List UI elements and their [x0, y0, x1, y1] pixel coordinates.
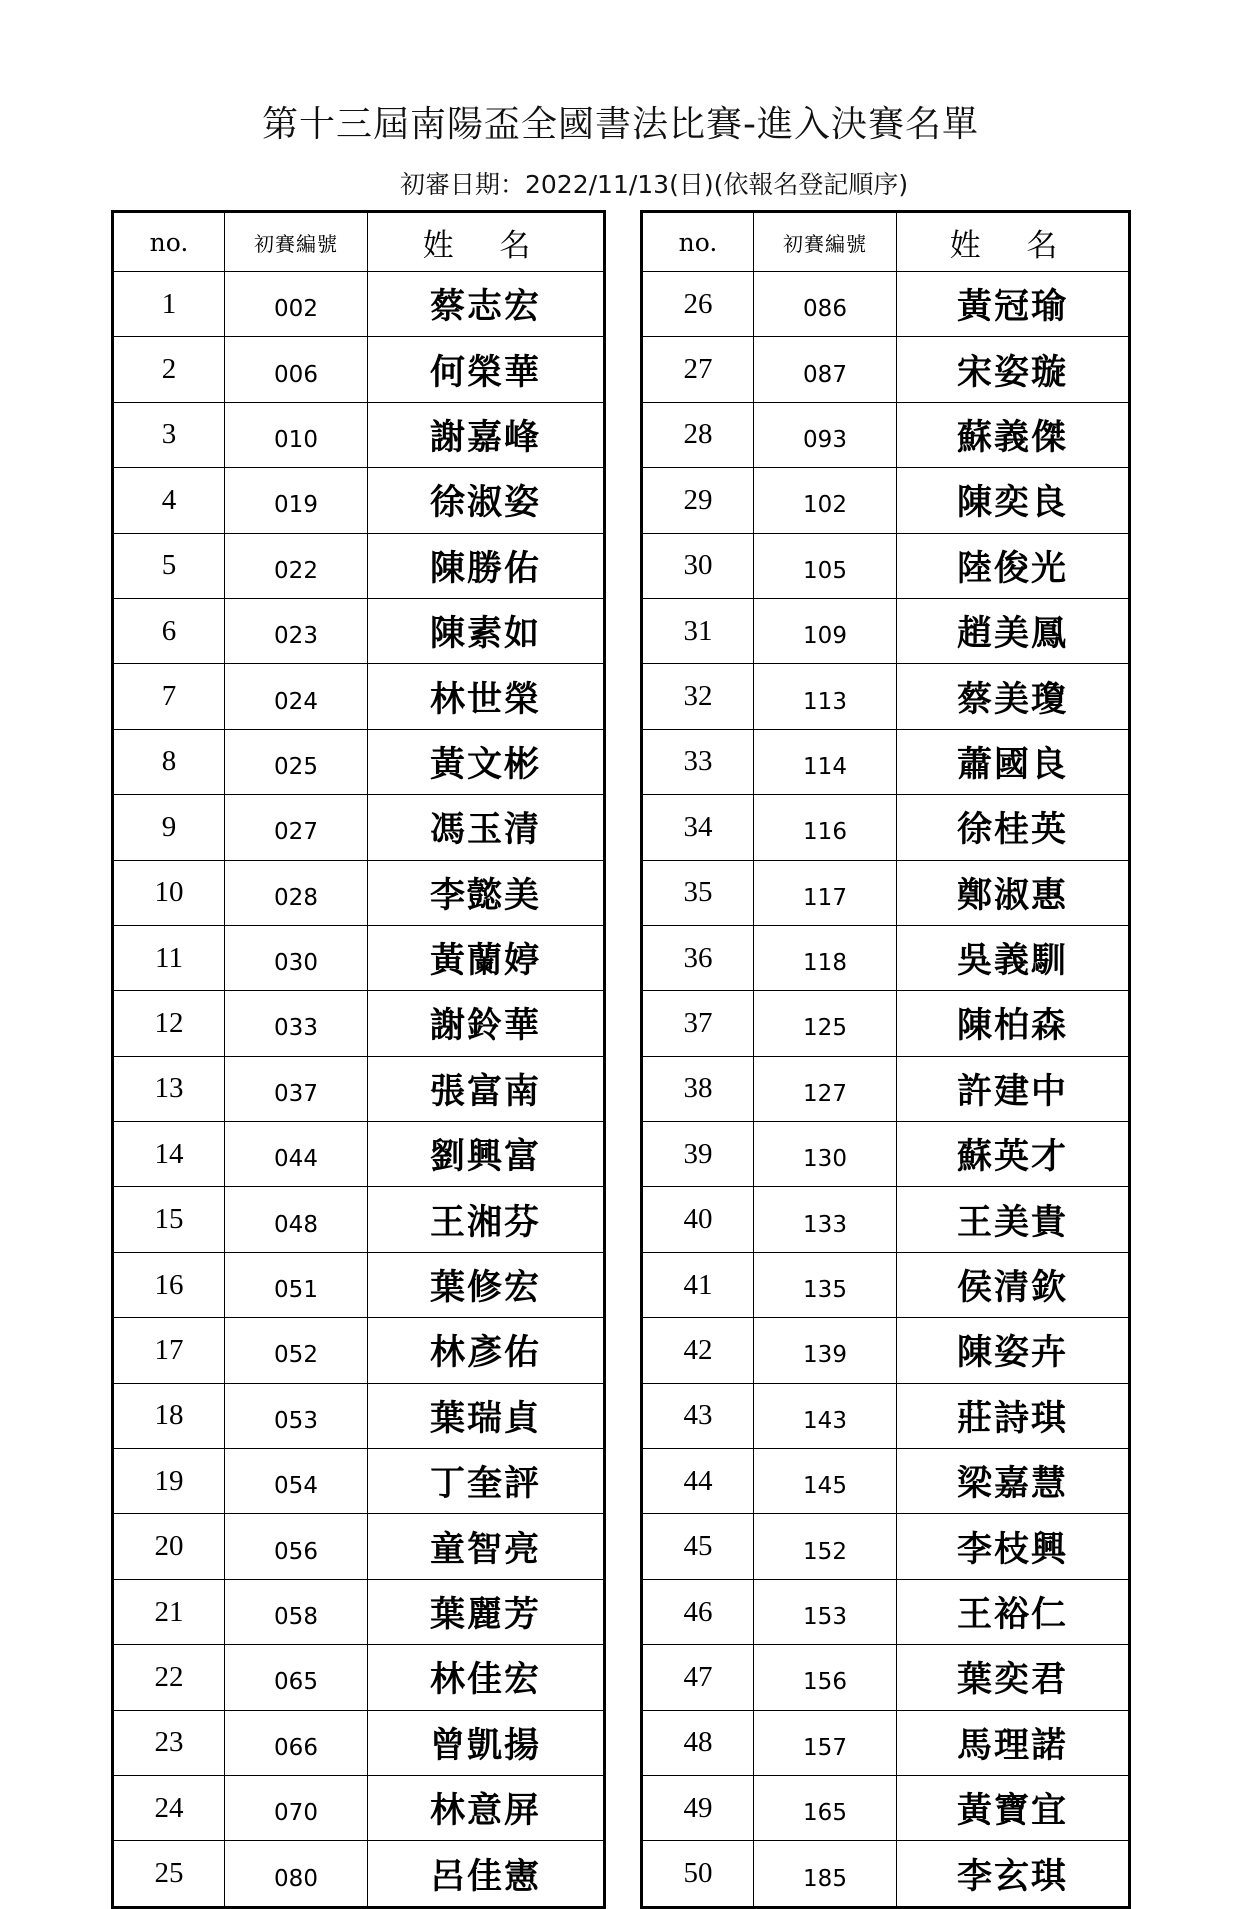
table-row: [642, 795, 1130, 860]
table-row: [113, 1318, 605, 1383]
row-name: 蘇義傑: [897, 402, 1130, 467]
row-name: 王美貴: [897, 1187, 1130, 1252]
row-code: 030: [225, 925, 368, 990]
row-code: 109: [754, 598, 897, 663]
row-name: 鄭淑惠: [897, 860, 1130, 925]
table-row: [642, 1514, 1130, 1579]
row-code: 022: [225, 533, 368, 598]
table-row: [642, 1122, 1130, 1187]
row-no: 2: [113, 337, 225, 402]
table-row: [113, 272, 605, 337]
table-row: [642, 1645, 1130, 1710]
row-no: 25: [113, 1841, 225, 1907]
row-name: 黃冠瑜: [897, 272, 1130, 337]
row-name: 林世榮: [368, 664, 605, 729]
row-no: 41: [642, 1252, 754, 1317]
row-code: 116: [754, 795, 897, 860]
row-no: 4: [113, 468, 225, 533]
row-code: 027: [225, 795, 368, 860]
row-no: 32: [642, 664, 754, 729]
row-name: 劉興富: [368, 1122, 605, 1187]
table-row: [113, 1252, 605, 1317]
row-name: 莊詩琪: [897, 1383, 1130, 1448]
table-row: [113, 664, 605, 729]
row-no: 9: [113, 795, 225, 860]
row-code: 156: [754, 1645, 897, 1710]
row-name: 李玄琪: [897, 1841, 1130, 1907]
row-name: 曾凱揚: [368, 1710, 605, 1775]
row-code: 105: [754, 533, 897, 598]
row-no: 29: [642, 468, 754, 533]
row-name: 葉麗芳: [368, 1579, 605, 1644]
row-no: 34: [642, 795, 754, 860]
table-row: [642, 468, 1130, 533]
row-no: 38: [642, 1056, 754, 1121]
table-row: [642, 991, 1130, 1056]
header-no: no.: [642, 212, 754, 272]
row-no: 46: [642, 1579, 754, 1644]
row-no: 37: [642, 991, 754, 1056]
row-code: 033: [225, 991, 368, 1056]
row-code: 028: [225, 860, 368, 925]
table-row: [642, 1056, 1130, 1121]
finalist-table-left: [111, 210, 606, 1909]
row-code: 143: [754, 1383, 897, 1448]
row-name: 陳奕良: [897, 468, 1130, 533]
table-row: [642, 533, 1130, 598]
row-code: 065: [225, 1645, 368, 1710]
row-code: 135: [754, 1252, 897, 1317]
row-name: 林佳宏: [368, 1645, 605, 1710]
row-name: 丁奎評: [368, 1449, 605, 1514]
row-name: 侯清欽: [897, 1252, 1130, 1317]
finalist-table-right: [640, 210, 1131, 1909]
row-code: 053: [225, 1383, 368, 1448]
row-no: 33: [642, 729, 754, 794]
table-row: [113, 1514, 605, 1579]
row-no: 17: [113, 1318, 225, 1383]
table-row: [113, 1056, 605, 1121]
table-row: [113, 925, 605, 990]
row-code: 052: [225, 1318, 368, 1383]
row-no: 43: [642, 1383, 754, 1448]
row-code: 165: [754, 1775, 897, 1840]
row-no: 8: [113, 729, 225, 794]
table-row: [113, 402, 605, 467]
row-name: 黃文彬: [368, 729, 605, 794]
row-code: 037: [225, 1056, 368, 1121]
table-row: [113, 991, 605, 1056]
row-no: 6: [113, 598, 225, 663]
table-row: [642, 1710, 1130, 1775]
table-row: [113, 1841, 605, 1907]
row-no: 30: [642, 533, 754, 598]
row-no: 24: [113, 1775, 225, 1840]
row-code: 145: [754, 1449, 897, 1514]
row-code: 019: [225, 468, 368, 533]
row-no: 10: [113, 860, 225, 925]
row-name: 林彥佑: [368, 1318, 605, 1383]
table-row: [642, 1449, 1130, 1514]
header-name: 姓 名: [368, 212, 605, 272]
row-no: 50: [642, 1841, 754, 1907]
row-code: 058: [225, 1579, 368, 1644]
header-name: 姓 名: [897, 212, 1130, 272]
table-row: [113, 1449, 605, 1514]
row-code: 130: [754, 1122, 897, 1187]
row-code: 102: [754, 468, 897, 533]
row-code: 093: [754, 402, 897, 467]
page-title: 第十三屆南陽盃全國書法比賽-進入決賽名單: [262, 104, 979, 145]
header-code: 初賽編號: [754, 212, 897, 272]
row-name: 蘇英才: [897, 1122, 1130, 1187]
table-row: [642, 1579, 1130, 1644]
table-row: [113, 598, 605, 663]
row-name: 李懿美: [368, 860, 605, 925]
row-name: 呂佳憲: [368, 1841, 605, 1907]
row-name: 吳義馴: [897, 925, 1130, 990]
row-no: 22: [113, 1645, 225, 1710]
table-row: [113, 468, 605, 533]
row-code: 185: [754, 1841, 897, 1907]
row-name: 黃寶宜: [897, 1775, 1130, 1840]
row-no: 27: [642, 337, 754, 402]
row-name: 徐桂英: [897, 795, 1130, 860]
row-code: 056: [225, 1514, 368, 1579]
row-no: 7: [113, 664, 225, 729]
row-name: 陳柏森: [897, 991, 1130, 1056]
row-code: 118: [754, 925, 897, 990]
row-no: 13: [113, 1056, 225, 1121]
table-row: [113, 1710, 605, 1775]
row-name: 謝鈴華: [368, 991, 605, 1056]
row-name: 許建中: [897, 1056, 1130, 1121]
table-row: [642, 1383, 1130, 1448]
table-row: [642, 402, 1130, 467]
row-name: 蔡志宏: [368, 272, 605, 337]
table-row: [113, 1122, 605, 1187]
row-code: 087: [754, 337, 897, 402]
row-no: 26: [642, 272, 754, 337]
row-name: 趙美鳳: [897, 598, 1130, 663]
row-name: 王裕仁: [897, 1579, 1130, 1644]
table-row: [113, 1383, 605, 1448]
table-header-row: [642, 212, 1130, 272]
row-no: 16: [113, 1252, 225, 1317]
table-header-row: [113, 212, 605, 272]
row-no: 3: [113, 402, 225, 467]
row-no: 28: [642, 402, 754, 467]
row-code: 080: [225, 1841, 368, 1907]
table-row: [113, 860, 605, 925]
table-row: [642, 1318, 1130, 1383]
row-no: 12: [113, 991, 225, 1056]
table-row: [113, 1187, 605, 1252]
row-no: 5: [113, 533, 225, 598]
row-name: 葉奕君: [897, 1645, 1130, 1710]
row-name: 宋姿璇: [897, 337, 1130, 402]
row-code: 024: [225, 664, 368, 729]
row-name: 梁嘉慧: [897, 1449, 1130, 1514]
row-name: 馬理諾: [897, 1710, 1130, 1775]
header-no: no.: [113, 212, 225, 272]
row-name: 徐淑姿: [368, 468, 605, 533]
row-no: 21: [113, 1579, 225, 1644]
row-name: 陳素如: [368, 598, 605, 663]
row-code: 010: [225, 402, 368, 467]
table-row: [642, 664, 1130, 729]
row-no: 36: [642, 925, 754, 990]
row-no: 42: [642, 1318, 754, 1383]
row-no: 18: [113, 1383, 225, 1448]
row-code: 054: [225, 1449, 368, 1514]
table-row: [113, 1579, 605, 1644]
row-code: 048: [225, 1187, 368, 1252]
row-no: 15: [113, 1187, 225, 1252]
row-no: 35: [642, 860, 754, 925]
row-name: 蕭國良: [897, 729, 1130, 794]
table-row: [113, 533, 605, 598]
row-code: 114: [754, 729, 897, 794]
row-code: 139: [754, 1318, 897, 1383]
row-name: 陳姿卉: [897, 1318, 1130, 1383]
row-code: 025: [225, 729, 368, 794]
table-row: [642, 860, 1130, 925]
table-row: [642, 729, 1130, 794]
row-no: 49: [642, 1775, 754, 1840]
row-name: 李枝興: [897, 1514, 1130, 1579]
row-name: 陳勝佑: [368, 533, 605, 598]
row-code: 044: [225, 1122, 368, 1187]
row-code: 152: [754, 1514, 897, 1579]
row-code: 157: [754, 1710, 897, 1775]
row-code: 070: [225, 1775, 368, 1840]
table-row: [642, 1187, 1130, 1252]
table-row: [642, 1775, 1130, 1840]
row-code: 127: [754, 1056, 897, 1121]
review-date-subtitle: 初審日期：2022/11/13(日)(依報名登記順序): [400, 170, 909, 199]
row-name: 葉瑞貞: [368, 1383, 605, 1448]
table-row: [642, 337, 1130, 402]
row-no: 14: [113, 1122, 225, 1187]
row-code: 023: [225, 598, 368, 663]
table-row: [642, 1252, 1130, 1317]
row-no: 48: [642, 1710, 754, 1775]
row-no: 31: [642, 598, 754, 663]
row-name: 葉修宏: [368, 1252, 605, 1317]
row-name: 王湘芬: [368, 1187, 605, 1252]
row-name: 謝嘉峰: [368, 402, 605, 467]
row-no: 45: [642, 1514, 754, 1579]
row-no: 11: [113, 925, 225, 990]
row-code: 125: [754, 991, 897, 1056]
row-name: 蔡美瓊: [897, 664, 1130, 729]
row-no: 1: [113, 272, 225, 337]
row-code: 117: [754, 860, 897, 925]
row-no: 20: [113, 1514, 225, 1579]
row-no: 39: [642, 1122, 754, 1187]
table-row: [113, 795, 605, 860]
table-row: [642, 598, 1130, 663]
row-code: 153: [754, 1579, 897, 1644]
table-row: [113, 729, 605, 794]
table-row: [113, 337, 605, 402]
table-row: [642, 272, 1130, 337]
row-code: 133: [754, 1187, 897, 1252]
row-no: 19: [113, 1449, 225, 1514]
row-name: 何榮華: [368, 337, 605, 402]
row-code: 113: [754, 664, 897, 729]
row-name: 馮玉清: [368, 795, 605, 860]
row-no: 23: [113, 1710, 225, 1775]
row-code: 006: [225, 337, 368, 402]
table-row: [642, 925, 1130, 990]
row-no: 47: [642, 1645, 754, 1710]
row-name: 黃蘭婷: [368, 925, 605, 990]
row-no: 40: [642, 1187, 754, 1252]
row-code: 086: [754, 272, 897, 337]
row-code: 066: [225, 1710, 368, 1775]
table-row: [113, 1645, 605, 1710]
row-name: 張富南: [368, 1056, 605, 1121]
table-row: [642, 1841, 1130, 1907]
row-name: 童智亮: [368, 1514, 605, 1579]
row-name: 陸俊光: [897, 533, 1130, 598]
header-code: 初賽編號: [225, 212, 368, 272]
row-code: 051: [225, 1252, 368, 1317]
table-row: [113, 1775, 605, 1840]
row-no: 44: [642, 1449, 754, 1514]
row-name: 林意屏: [368, 1775, 605, 1840]
row-code: 002: [225, 272, 368, 337]
